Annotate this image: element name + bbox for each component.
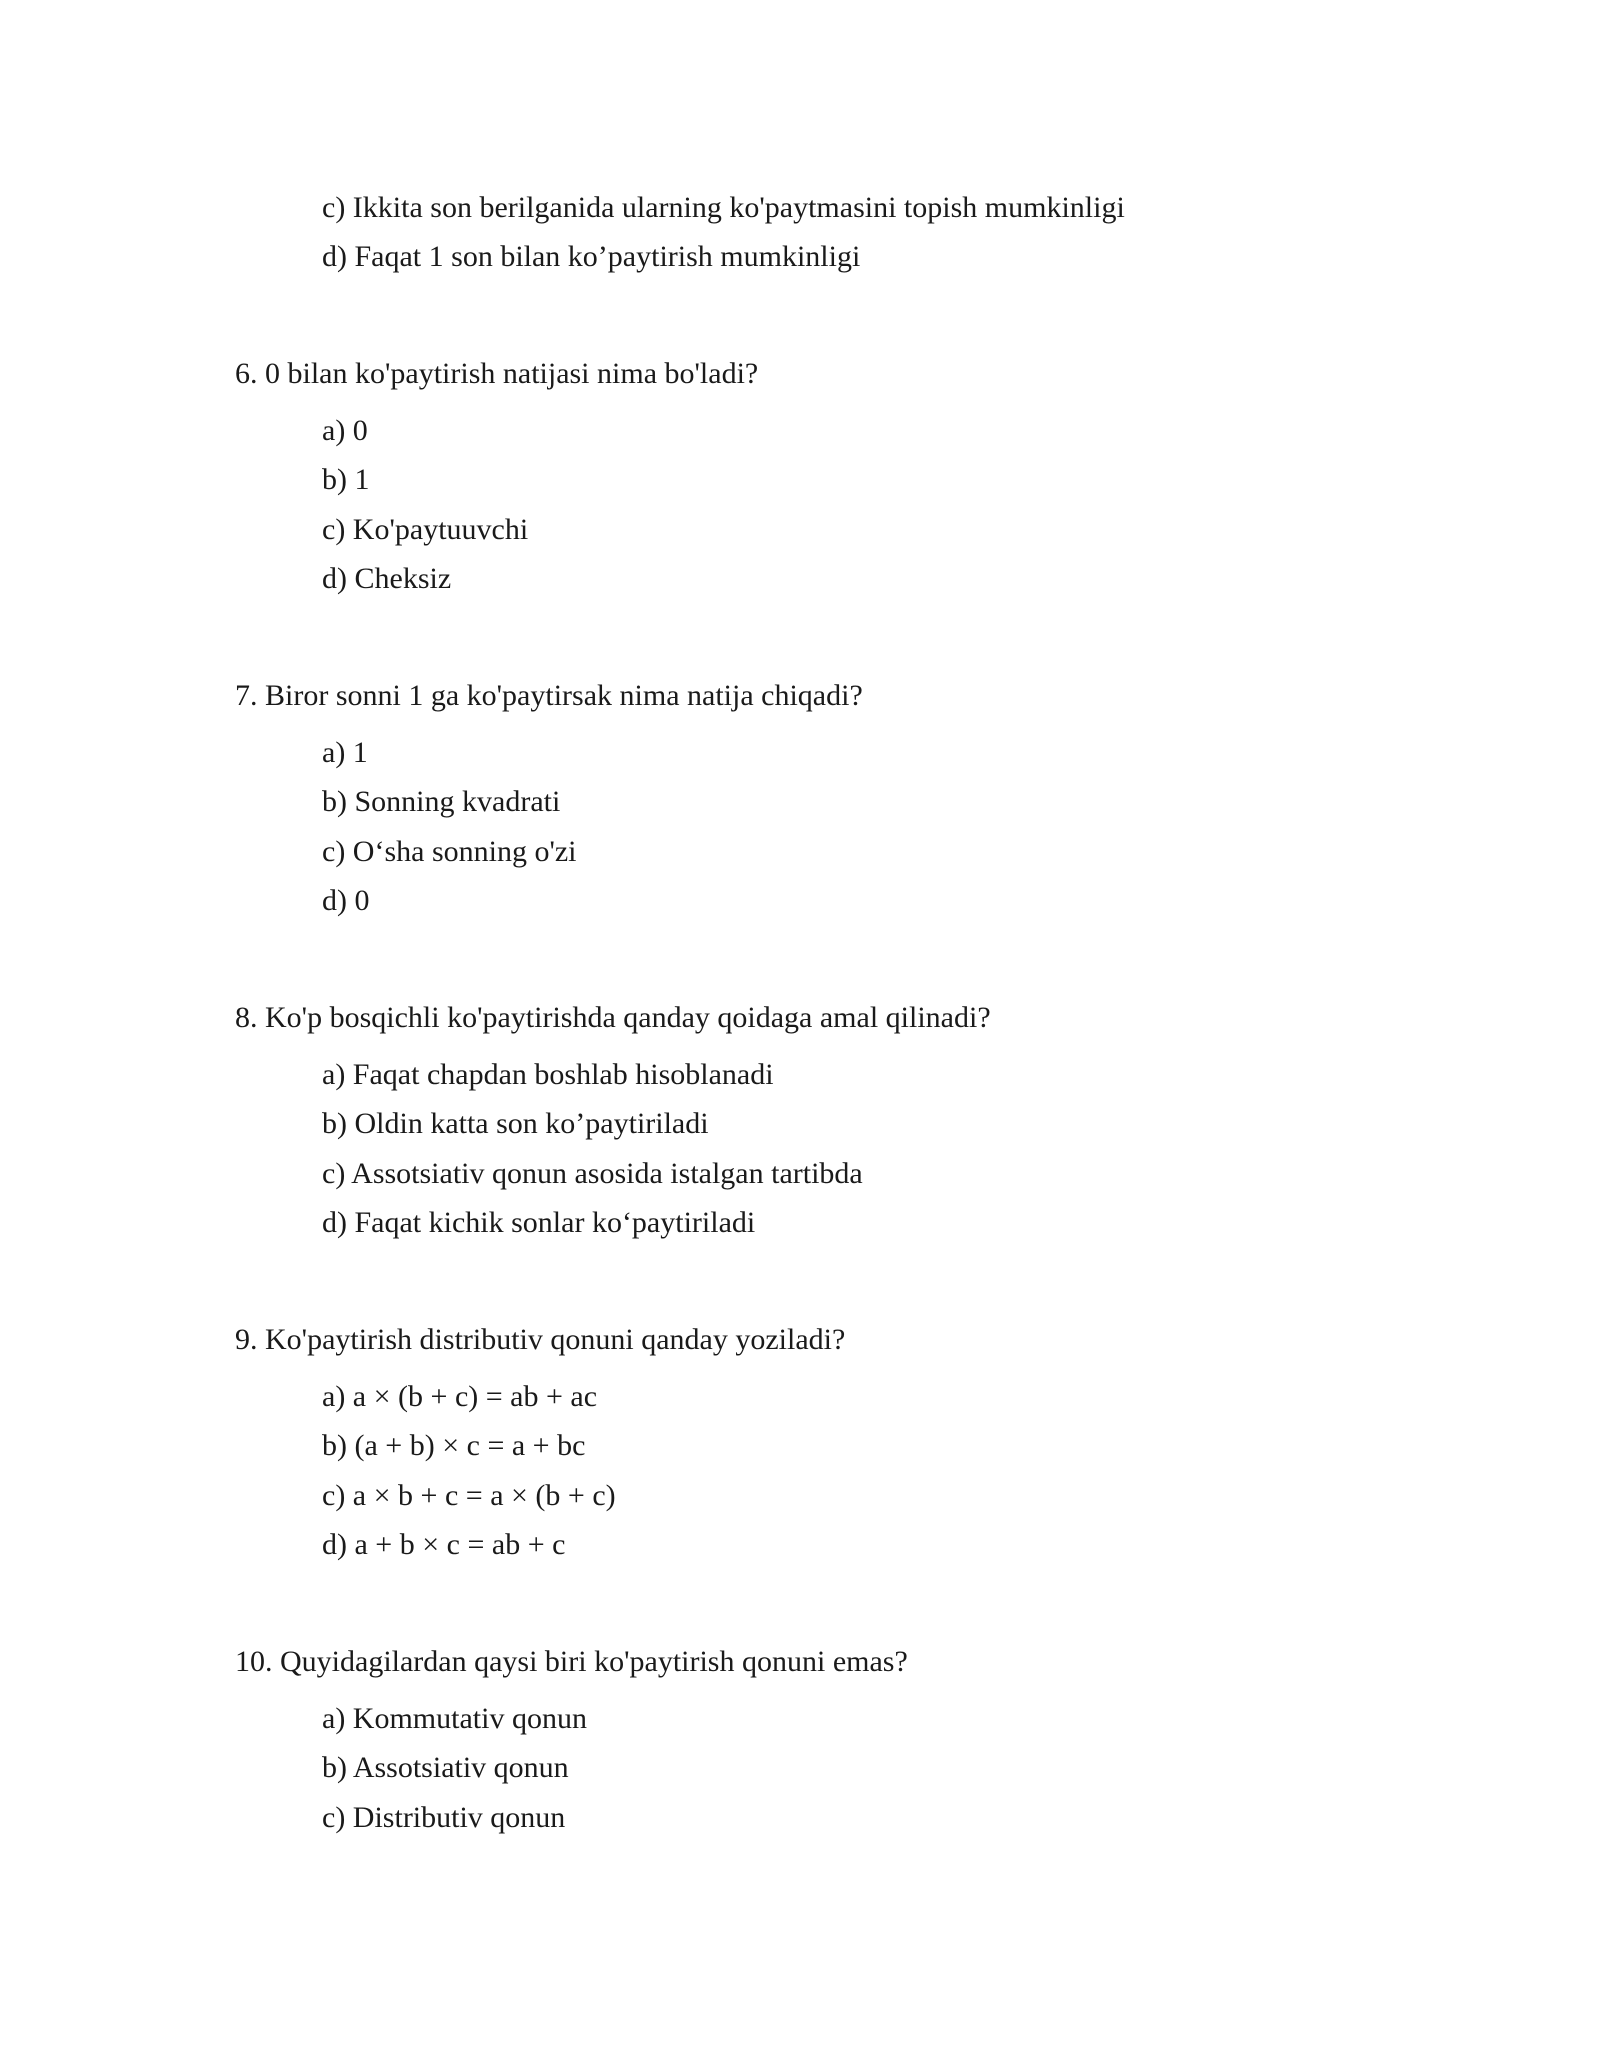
question-text: 8. Ko'p bosqichli ko'paytirishda qanday qoidaga amal qilinadi? <box>235 1001 991 1034</box>
question-text: 6. 0 bilan ko'paytirish natijasi nima bo'ladi? <box>235 357 759 390</box>
option-item: b) 1 <box>322 463 370 496</box>
option-item: c) Ko'paytuuvchi <box>322 513 529 546</box>
option-item: c) Assotsiativ qonun asosida istalgan tartibda <box>322 1157 863 1190</box>
option-item: d) Cheksiz <box>322 562 452 595</box>
option-item: d) 0 <box>322 884 370 917</box>
option-item: a) 0 <box>322 414 368 447</box>
option-item: c) Distributiv qonun <box>322 1801 566 1834</box>
option-item: a) 1 <box>322 736 368 769</box>
option-item: b) (a + b) × c = a + bc <box>322 1429 586 1462</box>
question-text: 9. Ko'paytirish distributiv qonuni qanday yoziladi? <box>235 1323 846 1356</box>
option-item: c) a × b + c = a × (b + c) <box>322 1479 616 1512</box>
question-text: 10. Quyidagilardan qaysi biri ko'paytirish qonuni emas? <box>235 1645 908 1678</box>
option-item: a) a × (b + c) = ab + ac <box>322 1380 598 1413</box>
option-item: d) a + b × c = ab + c <box>322 1528 566 1561</box>
option-item: b) Oldin katta son ko’paytiriladi <box>322 1107 709 1140</box>
option-item: c) O‘sha sonning o'zi <box>322 835 577 868</box>
question-text: 7. Biror sonni 1 ga ko'paytirsak nima natija chiqadi? <box>235 679 863 712</box>
option-item: b) Assotsiativ qonun <box>322 1751 569 1784</box>
option-item: d) Faqat 1 son bilan ko’paytirish mumkinligi <box>322 240 861 273</box>
option-item: d) Faqat kichik sonlar ko‘paytiriladi <box>322 1206 756 1239</box>
option-item: b) Sonning kvadrati <box>322 785 561 818</box>
option-item: c) Ikkita son berilganida ularning ko'paytmasini topish mumkinligi <box>322 191 1125 224</box>
option-item: a) Faqat chapdan boshlab hisoblanadi <box>322 1058 774 1091</box>
option-item: a) Kommutativ qonun <box>322 1702 587 1735</box>
